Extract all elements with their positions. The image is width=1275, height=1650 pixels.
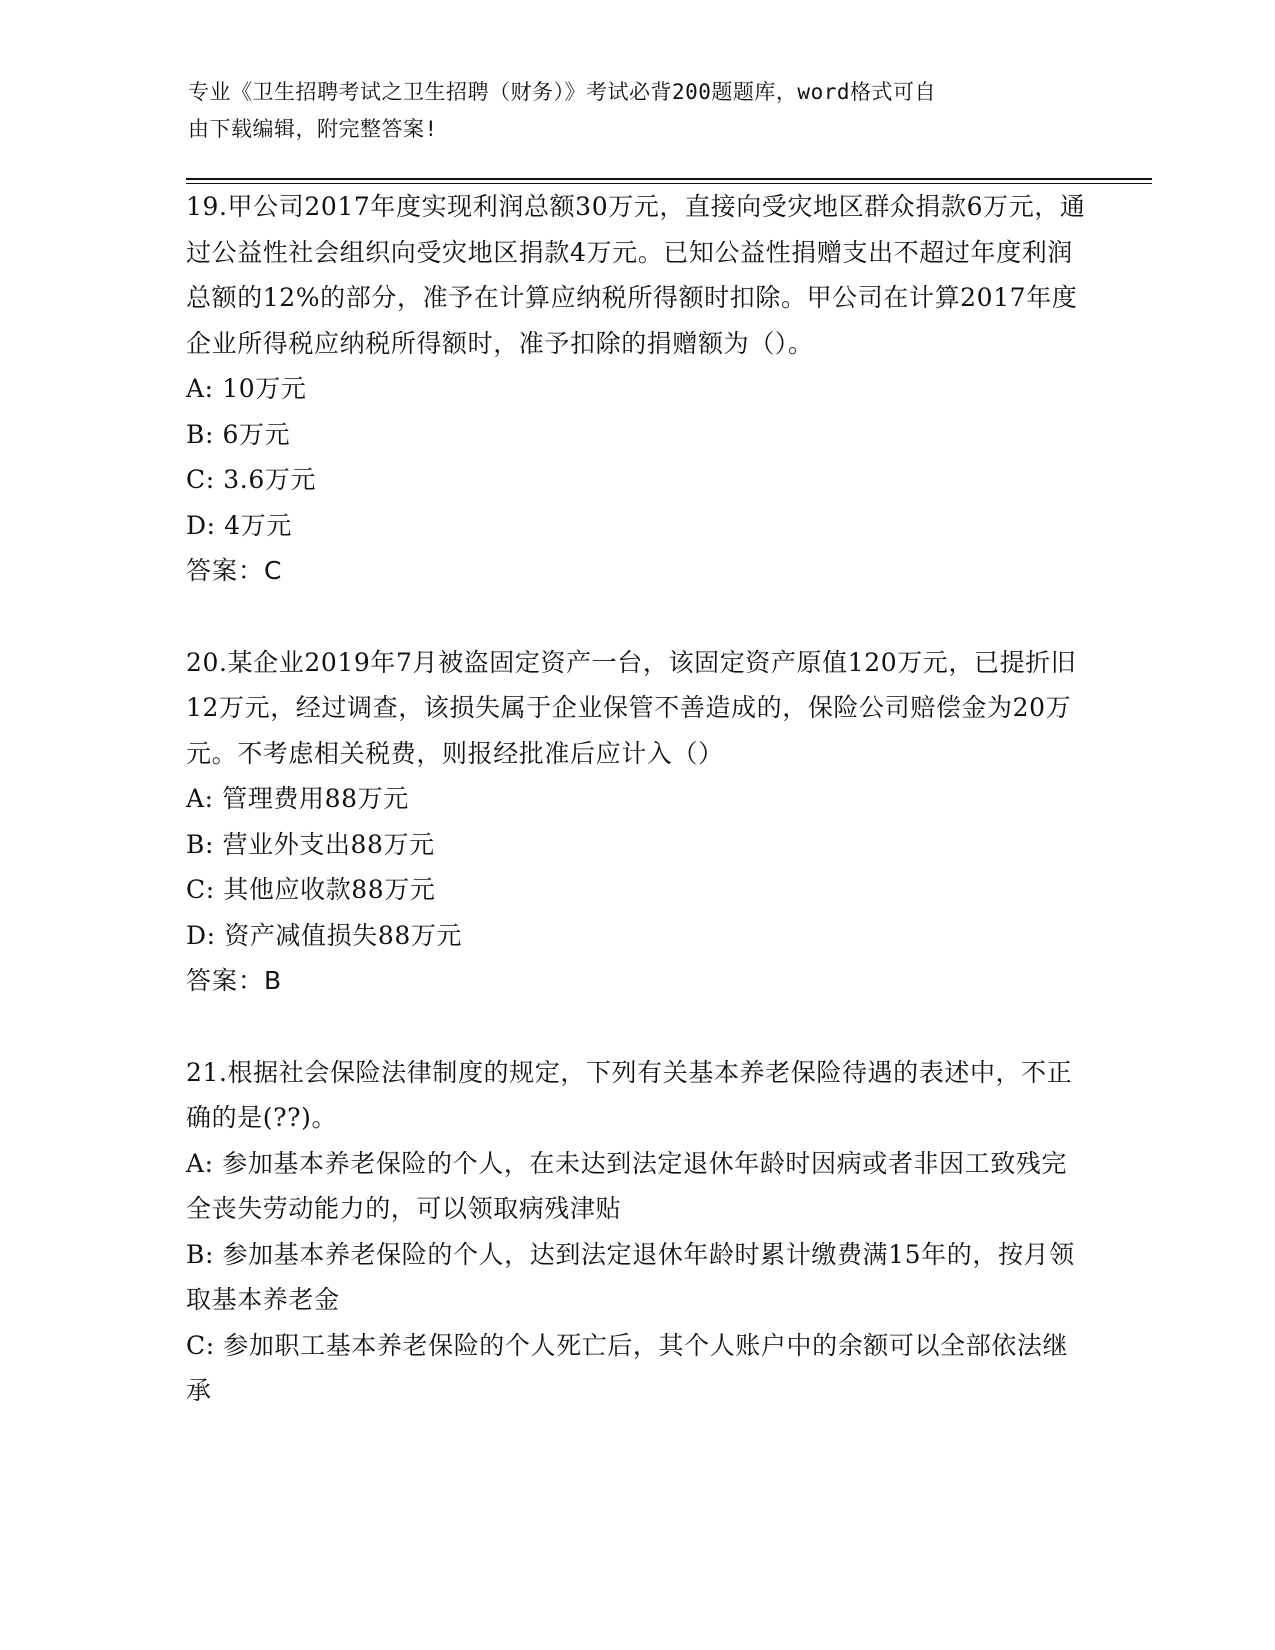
option-b: B: 参加基本养老保险的个人，达到法定退休年龄时累计缴费满15年的，按月领取基本养老金 — [186, 1239, 1075, 1314]
answer-label: 答案：B — [186, 966, 283, 995]
option-c: C: 3.6万元 — [186, 465, 317, 494]
option-d: D: 资产减值损失88万元 — [186, 920, 463, 950]
option-d: D: 4万元 — [186, 510, 292, 540]
option-a: A: 10万元 — [186, 374, 307, 403]
question-20 — [186, 640, 1086, 1004]
question-21 — [186, 1050, 1086, 1414]
question-list — [186, 184, 1086, 1414]
answer-label: 答案：C — [186, 556, 283, 585]
question-19 — [186, 184, 1086, 594]
header-divider-thick — [186, 178, 1152, 180]
option-a: A: 参加基本养老保险的个人，在未达到法定退休年龄时因病或者非因工致残完全丧失劳动能力的，可以领取病残津贴 — [186, 1148, 1068, 1223]
option-a: A: 管理费用88万元 — [186, 784, 409, 813]
question-spacer — [186, 1004, 1086, 1050]
header-line-2: 由下载编辑，附完整答案! — [188, 117, 438, 141]
option-c: C: 其他应收款88万元 — [186, 875, 436, 904]
option-c: C: 参加职工基本养老保险的个人死亡后，其个人账户中的余额可以全部依法继承 — [186, 1330, 1069, 1405]
question-text: 19.甲公司2017年度实现利润总额30万元，直接向受灾地区群众捐款6万元，通过公益性社会组织向受灾地区捐款4万元。已知公益性捐赠支出不超过年度利润总额的12%的部分，准予在计算应纳税所得额时扣除。甲公司在计算2017年度企业所得税应纳税所得额时，准予扣除的捐赠额为（）。 — [186, 192, 1086, 358]
document-header — [188, 74, 1068, 148]
option-b: B: 6万元 — [186, 419, 291, 449]
header-line-1: 专业《卫生招聘考试之卫生招聘（财务）》考试必背200题题库，word格式可自 — [188, 80, 936, 104]
question-spacer — [186, 594, 1086, 640]
question-text: 20.某企业2019年7月被盗固定资产一台，该固定资产原值120万元，已提折旧12万元，经过调查，该损失属于企业保管不善造成的，保险公司赔偿金为20万元。不考虑相关税费，则报经批准后应计入（） — [186, 647, 1077, 768]
option-b: B: 营业外支出88万元 — [186, 829, 435, 859]
question-text: 21.根据社会保险法律制度的规定，下列有关基本养老保险待遇的表述中，不正确的是(??)。 — [186, 1057, 1073, 1132]
